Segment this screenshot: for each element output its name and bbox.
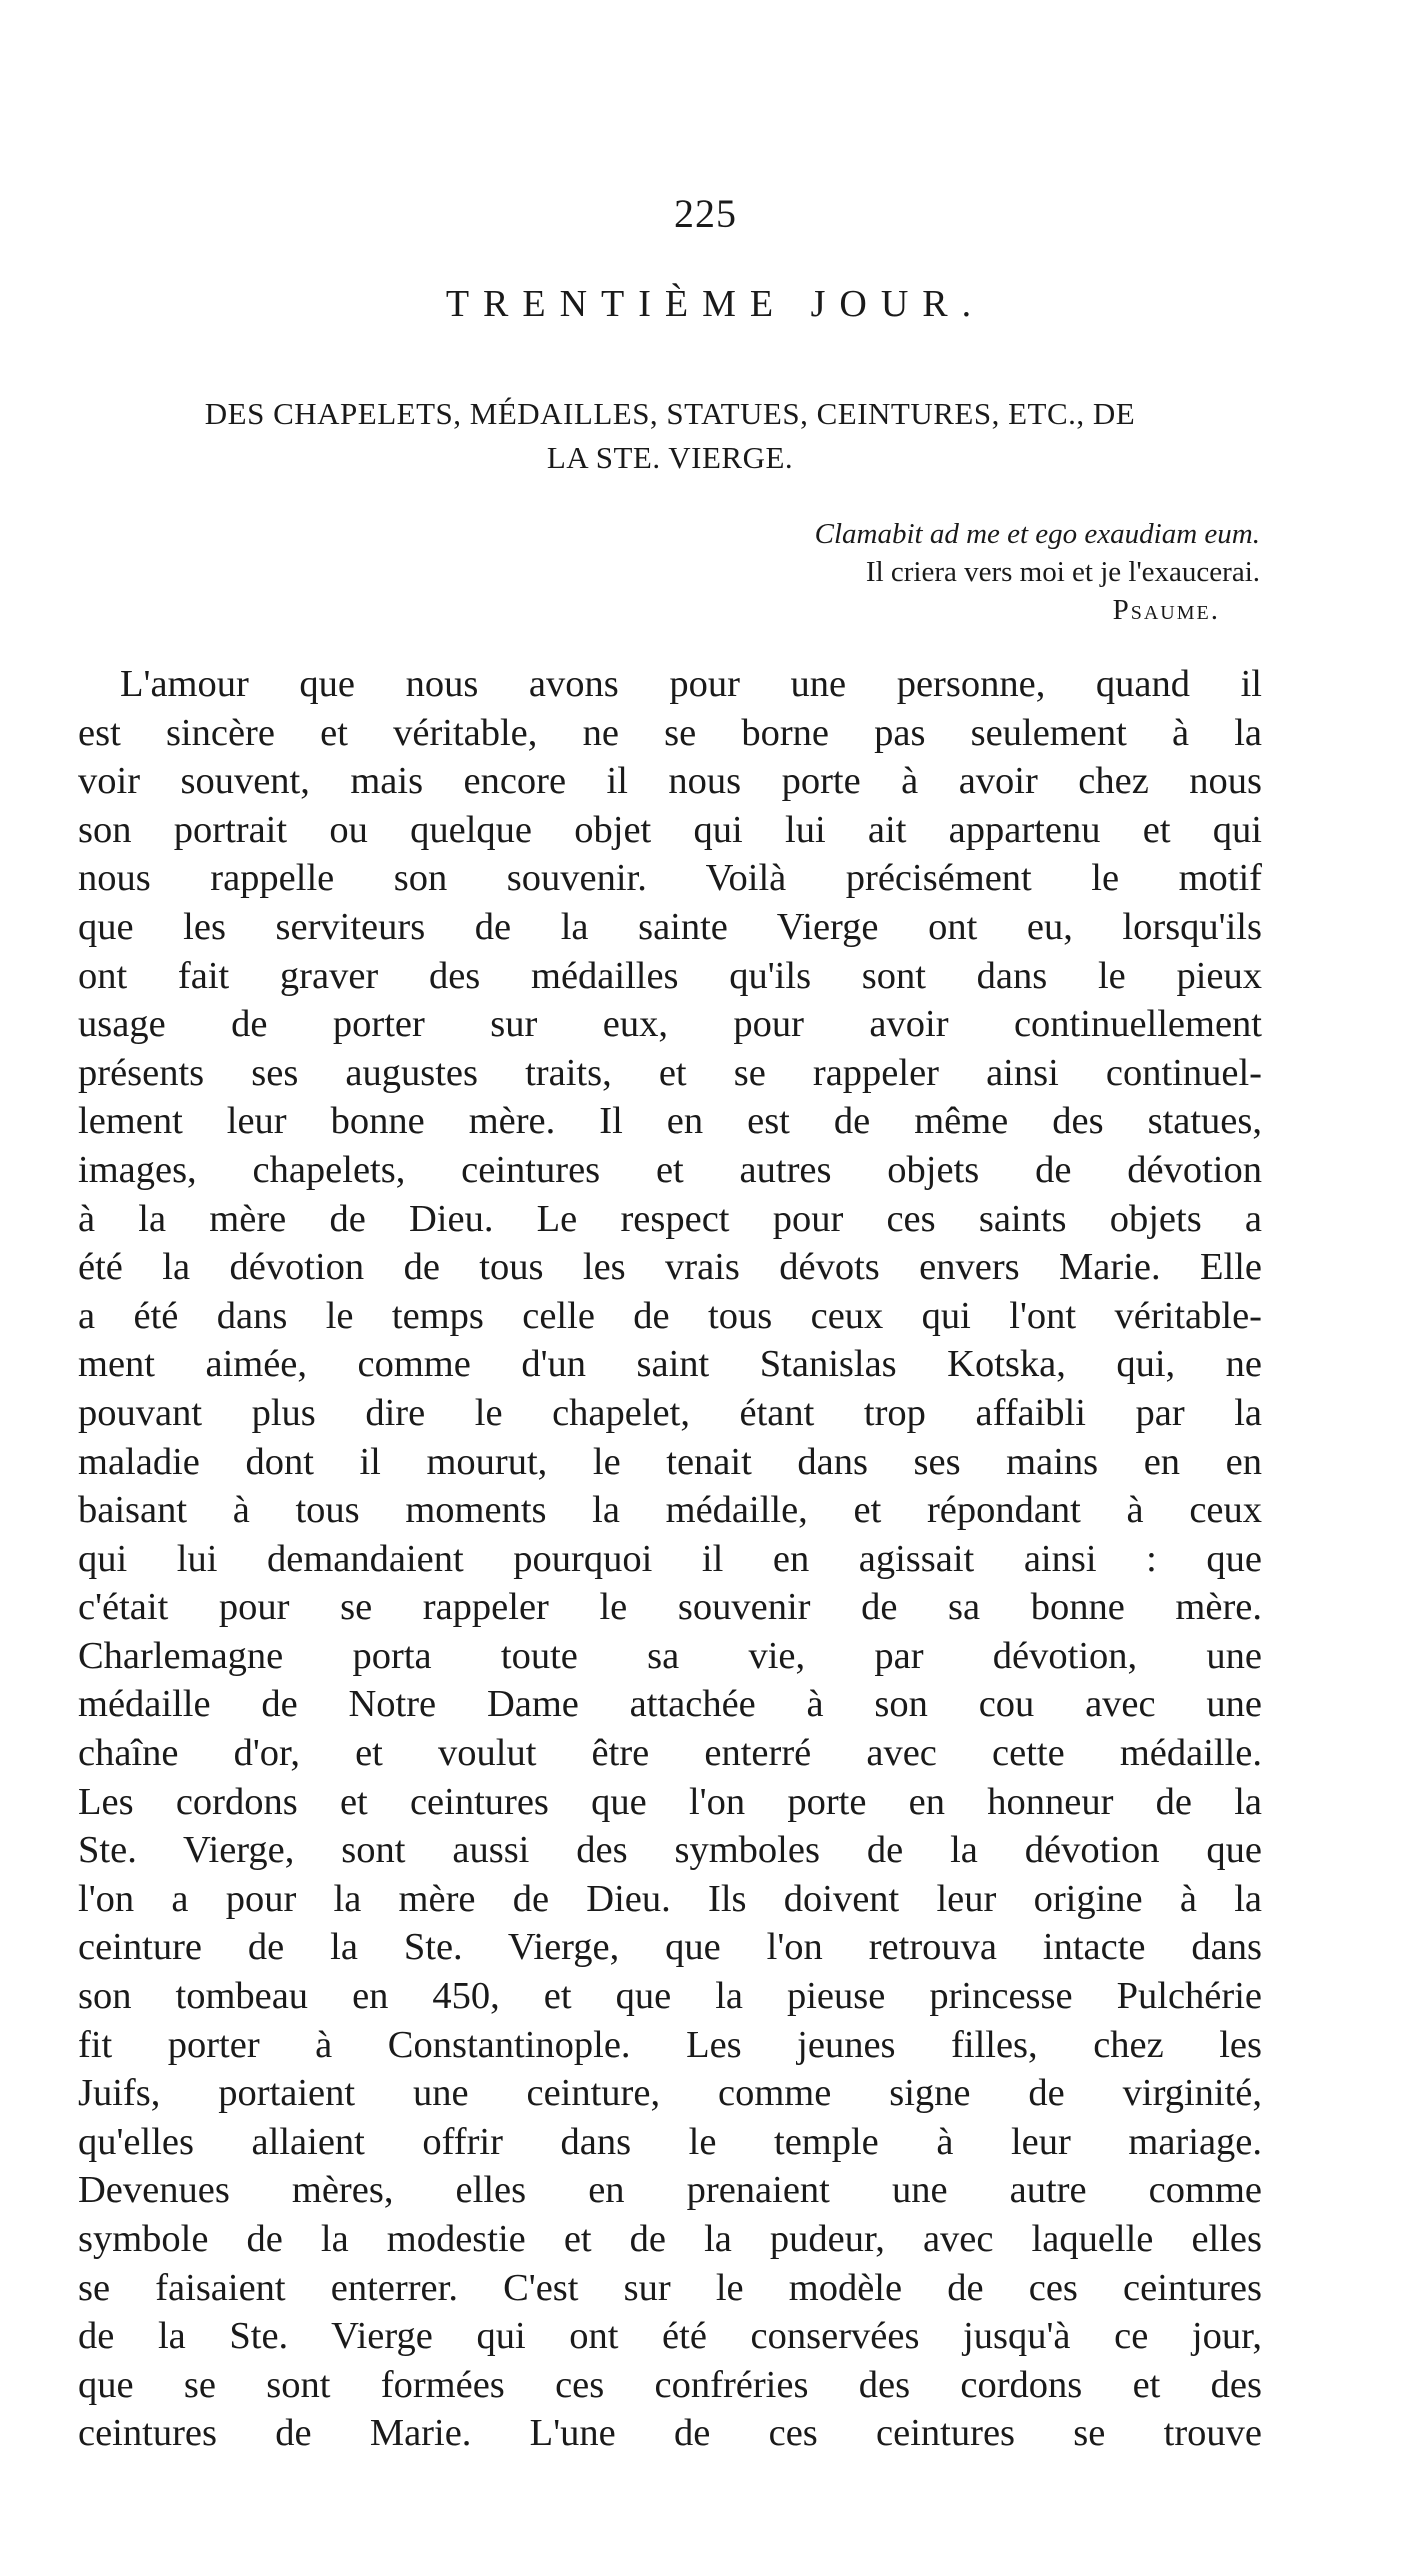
body-line: nous rappelle son souvenir. Voilà précisément le motif	[78, 857, 1262, 900]
body-line: son portrait ou quelque objet qui lui ait appartenu et qui	[78, 808, 1262, 851]
body-line: L'amour que nous avons pour une personne, quand il	[120, 663, 1262, 705]
body-line: baisant à tous moments la médaille, et répondant à ceux	[78, 1489, 1262, 1532]
body-line: ceinture de la Ste. Vierge, que l'on retrouva intacte dans	[78, 1926, 1262, 1969]
body-line: symbole de la modestie et de la pudeur, avec laquelle elles	[78, 2218, 1262, 2260]
body-line: maladie dont il mourut, le tenait dans ses mains en en	[78, 1440, 1262, 1483]
body-line: ceintures de Marie. L'une de ces ceintures se trouve	[78, 2412, 1262, 2455]
body-line: été la dévotion de tous les vrais dévots envers Marie. Elle	[78, 1246, 1262, 1289]
body-line: fit porter à Constantinople. Les jeunes filles, chez les	[78, 2023, 1262, 2066]
body-line: Juifs, portaient une ceinture, comme signe de virginité,	[78, 2072, 1262, 2115]
body-line: est sincère et véritable, ne se borne pas seulement à la	[78, 711, 1262, 754]
body-line: qu'elles allaient offrir dans le temple à leur mariage.	[78, 2120, 1262, 2163]
body-paragraph	[78, 660, 1262, 2458]
body-line: qui lui demandaient pourquoi il en agissait ainsi : que	[78, 1537, 1262, 1580]
body-line: de la Ste. Vierge qui ont été conservées jusqu'à ce jour,	[78, 2315, 1262, 2358]
body-line: ont fait graver des médailles qu'ils sont dans le pieux	[78, 954, 1262, 997]
body-line: se faisaient enterrer. C'est sur le modèle de ces ceintures	[78, 2266, 1262, 2309]
epigraph	[560, 515, 1260, 629]
body-line: a été dans le temps celle de tous ceux qui l'ont véritable-	[78, 1294, 1262, 1337]
chapter-title: TRENTIÈME JOUR.	[445, 283, 986, 325]
chapter-subtitle	[80, 392, 1260, 480]
body-line: que les serviteurs de la sainte Vierge ont eu, lorsqu'ils	[78, 905, 1262, 948]
body-line: l'on a pour la mère de Dieu. Ils doivent leur origine à la	[78, 1877, 1262, 1920]
body-line: que se sont formées ces confréries des cordons et des	[78, 2363, 1262, 2406]
page-number: 225	[674, 191, 737, 236]
epigraph-french: Il criera vers moi et je l'exaucerai.	[865, 556, 1260, 588]
subtitle-line-1: DES CHAPELETS, MÉDAILLES, STATUES, CEINTURES, ETC., DE	[204, 396, 1136, 431]
body-line: c'était pour se rappeler le souvenir de sa bonne mère.	[78, 1586, 1262, 1629]
body-line: son tombeau en 450, et que la pieuse princesse Pulchérie	[78, 1975, 1262, 2018]
subtitle-line-2: LA STE. VIERGE.	[546, 440, 794, 475]
body-line: Devenues mères, elles en prenaient une autre comme	[78, 2169, 1262, 2212]
body-line: chaîne d'or, et voulut être enterré avec cette médaille.	[78, 1732, 1262, 1775]
body-line: usage de porter sur eux, pour avoir continuellement	[78, 1003, 1262, 1046]
body-line: voir souvent, mais encore il nous porte à avoir chez nous	[78, 760, 1262, 803]
epigraph-latin: Clamabit ad me et ego exaudiam eum.	[814, 518, 1260, 550]
body-line: présents ses augustes traits, et se rappeler ainsi continuel-	[78, 1051, 1262, 1094]
body-line: Les cordons et ceintures que l'on porte en honneur de la	[78, 1780, 1262, 1823]
body-line: pouvant plus dire le chapelet, étant trop affaibli par la	[78, 1391, 1262, 1434]
body-line: images, chapelets, ceintures et autres objets de dévotion	[78, 1148, 1262, 1191]
body-line: ment aimée, comme d'un saint Stanislas Kotska, qui, ne	[78, 1343, 1262, 1386]
body-line: médaille de Notre Dame attachée à son cou avec une	[78, 1683, 1262, 1726]
body-line: lement leur bonne mère. Il en est de même des statues,	[78, 1100, 1262, 1143]
body-line: Charlemagne porta toute sa vie, par dévotion, une	[78, 1634, 1262, 1677]
body-line: Ste. Vierge, sont aussi des symboles de la dévotion que	[78, 1829, 1262, 1872]
epigraph-source: Psaume.	[1112, 594, 1220, 626]
body-line: à la mère de Dieu. Le respect pour ces saints objets a	[78, 1197, 1262, 1240]
